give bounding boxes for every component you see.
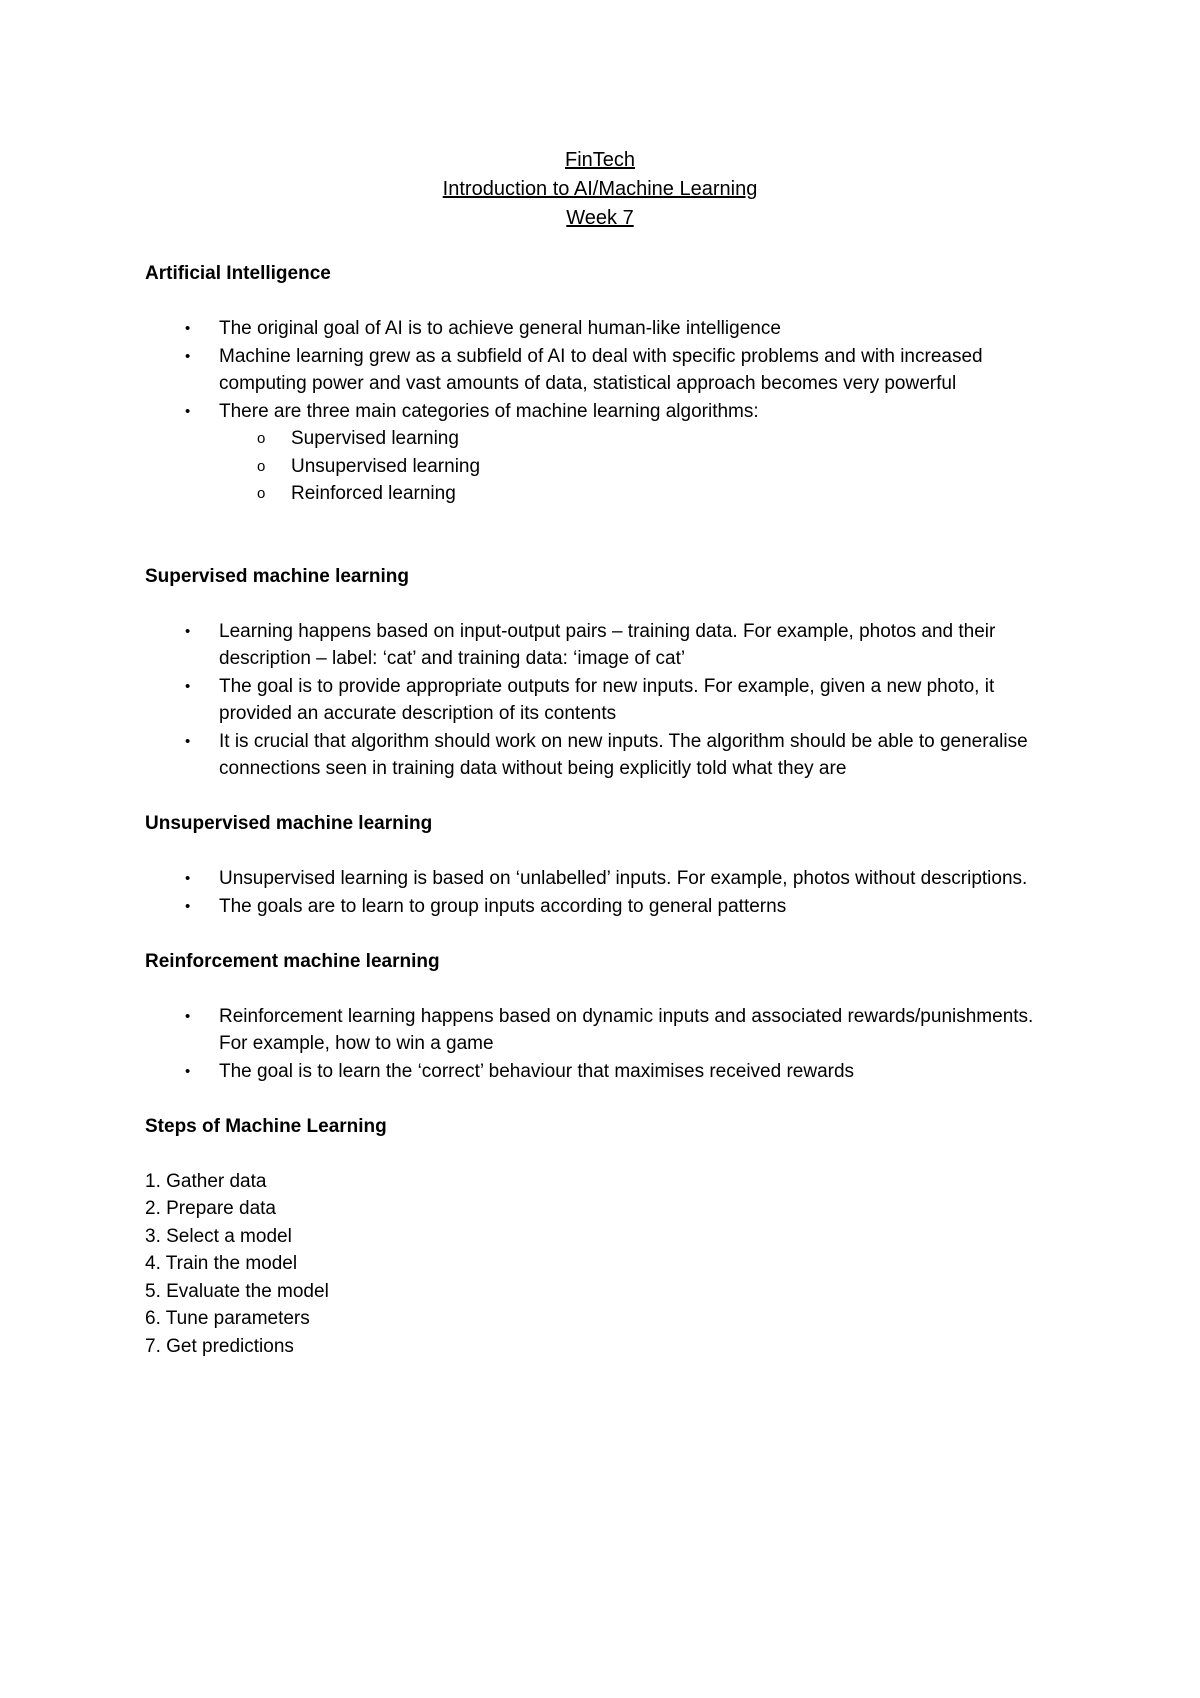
list-item-text: Unsupervised learning is based on ‘unlabelled’ inputs. For example, photos without descriptions. [219,868,1028,889]
document-title [0,146,1200,233]
supervised-bullet-list [145,618,1065,783]
list-item-text: Supervised learning [291,428,459,449]
sub-bullet-icon: o [257,430,266,447]
list-item: 5. Evaluate the model [145,1280,329,1302]
list-item [145,618,1065,673]
list-item [145,453,1065,481]
bullet-icon: • [185,320,191,337]
heading-reinforcement-learning: Reinforcement machine learning [145,950,440,972]
list-item [145,398,1065,426]
heading-artificial-intelligence: Artificial Intelligence [145,263,331,284]
list-item [145,728,1065,783]
list-item [145,1003,1065,1058]
list-item-text: Unsupervised learning [291,455,481,477]
list-item [145,865,1065,893]
heading-supervised-learning: Supervised machine learning [145,565,409,587]
sub-bullet-icon: o [257,485,266,502]
list-item: 6. Tune parameters [145,1308,310,1329]
unsupervised-bullet-list [145,865,1065,920]
list-item-text: The goals are to learn to group inputs according to general patterns [219,895,787,917]
list-item [145,315,1065,343]
list-item-text: Machine learning grew as a subfield of AI to deal with specific problems and with increased computing power and vast amounts of data, statistical approach becomes very powerful [219,345,983,394]
bullet-icon: • [185,622,191,640]
ml-categories-list [145,425,1065,508]
bullet-icon: • [185,1062,191,1080]
document-body [145,146,1065,1360]
list-item-text: Learning happens based on input-output pairs – training data. For example, photos and their description – label: ‘cat’ and training data: ‘image of cat’ [219,620,996,669]
ml-steps-list [145,1168,1065,1361]
bullet-icon: • [185,1007,191,1025]
list-item-text: The original goal of AI is to achieve general human-like intelligence [219,318,781,339]
title-week: Week 7 [566,207,634,229]
bullet-icon: • [185,677,191,695]
bullet-icon: • [185,347,191,365]
list-item-text: The goal is to learn the ‘correct’ behaviour that maximises received rewards [219,1060,855,1082]
list-item [145,480,1065,508]
list-item-text: Reinforcement learning happens based on dynamic inputs and associated rewards/punishments. For example, how to win a game [219,1005,1034,1054]
list-item-text: Reinforced learning [291,483,456,504]
heading-steps-of-ml: Steps of Machine Learning [145,1115,387,1137]
bullet-icon: • [185,897,191,915]
reinforcement-bullet-list [145,1003,1065,1086]
list-item [145,343,1065,398]
bullet-icon: • [185,732,191,750]
title-course: FinTech [564,149,636,171]
list-item: 1. Gather data [145,1170,267,1192]
list-item [145,673,1065,728]
list-item-text: There are three main categories of machine learning algorithms: [219,400,759,422]
list-item [145,1058,1065,1086]
ai-bullet-list [145,315,1065,425]
list-item [145,893,1065,921]
heading-unsupervised-learning: Unsupervised machine learning [145,813,433,834]
list-item: 3. Select a model [145,1225,292,1247]
list-item-text: The goal is to provide appropriate outputs for new inputs. For example, given a new photo, it provided an accurate description of its contents [219,675,995,724]
bullet-icon: • [185,870,191,887]
title-topic: Introduction to AI/Machine Learning [442,178,758,200]
sub-bullet-icon: o [257,457,266,475]
list-item [145,425,1065,453]
list-item: 4. Train the model [145,1253,298,1274]
list-item-text: It is crucial that algorithm should work on new inputs. The algorithm should be able to generalise connections seen in training data without being explicitly told what they are [219,730,1028,779]
list-item: 2. Prepare data [145,1198,276,1219]
list-item: 7. Get predictions [145,1335,294,1357]
bullet-icon: • [185,402,191,420]
